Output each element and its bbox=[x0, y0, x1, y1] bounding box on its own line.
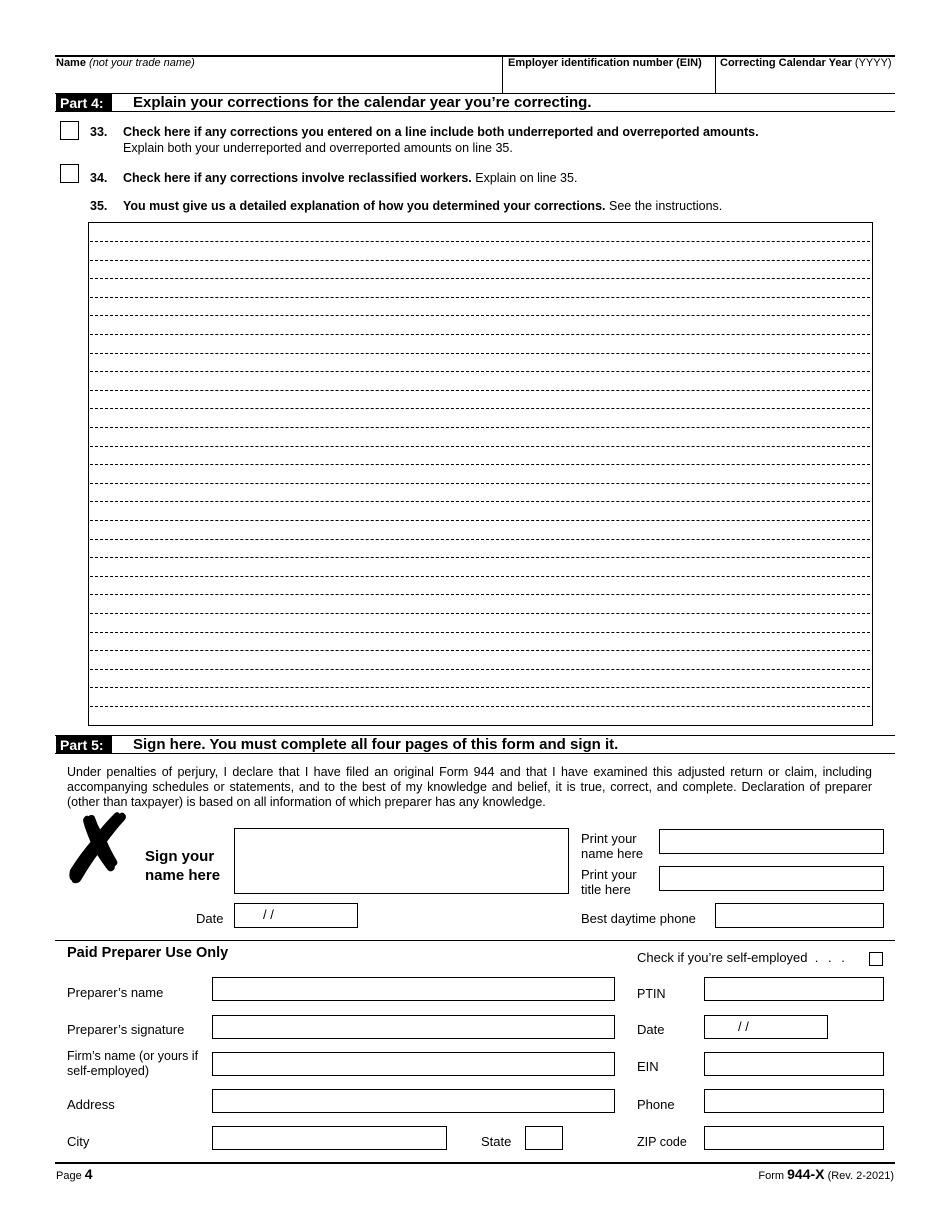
firm-name-label: Firm’s name (or yours if self-employed) bbox=[67, 1049, 199, 1078]
explanation-ruled-line bbox=[90, 483, 870, 484]
sign-name-label: Sign your name here bbox=[145, 848, 221, 884]
explanation-ruled-line bbox=[90, 557, 870, 558]
daytime-phone-label: Best daytime phone bbox=[581, 911, 696, 926]
preparer-phone-field[interactable] bbox=[704, 1089, 884, 1113]
preparer-date-slashes: / / bbox=[738, 1019, 749, 1034]
page-number: Page 4 bbox=[56, 1166, 93, 1182]
explanation-ruled-line bbox=[90, 371, 870, 372]
preparer-date-field[interactable] bbox=[704, 1015, 828, 1039]
line-34-text: Check here if any corrections involve reclassified workers. Explain on line 35. bbox=[123, 171, 578, 185]
ein-field-label: Employer identification number (EIN) bbox=[508, 57, 702, 69]
explanation-ruled-line bbox=[90, 408, 870, 409]
address-field[interactable] bbox=[212, 1089, 615, 1113]
daytime-phone-field[interactable] bbox=[715, 903, 884, 928]
signature-field[interactable] bbox=[234, 828, 569, 894]
ptin-field[interactable] bbox=[704, 977, 884, 1001]
explanation-ruled-line bbox=[90, 576, 870, 577]
explanation-ruled-line bbox=[90, 334, 870, 335]
preparer-ein-label: EIN bbox=[637, 1059, 659, 1074]
ccy-field[interactable] bbox=[718, 70, 894, 92]
explanation-ruled-line bbox=[90, 464, 870, 465]
part5-title: Sign here. You must complete all four pages of this form and sign it. bbox=[133, 736, 619, 753]
sign-date-label: Date bbox=[196, 911, 224, 926]
explanation-ruled-line bbox=[90, 390, 870, 391]
line-35-text: You must give us a detailed explanation of how you determined your corrections. See the instructions. bbox=[123, 199, 723, 213]
explanation-ruled-line bbox=[90, 260, 870, 261]
name-field-label: Name (not your trade name) bbox=[56, 57, 195, 69]
preparer-signature-label: Preparer’s signature bbox=[67, 1022, 185, 1037]
header-divider-1 bbox=[502, 55, 503, 93]
ptin-label: PTIN bbox=[637, 987, 666, 1001]
part4-title: Explain your corrections for the calendar year you’re correcting. bbox=[133, 94, 592, 111]
sign-date-slashes: / / bbox=[263, 907, 274, 922]
line-33-number: 33. bbox=[90, 125, 108, 139]
explanation-ruled-line bbox=[90, 650, 870, 651]
city-label: City bbox=[67, 1134, 90, 1149]
explanation-ruled-line bbox=[90, 613, 870, 614]
zip-field[interactable] bbox=[704, 1126, 884, 1150]
part4-label: Part 4: bbox=[56, 94, 112, 112]
preparer-name-field[interactable] bbox=[212, 977, 615, 1001]
address-label: Address bbox=[67, 1097, 115, 1112]
print-name-field[interactable] bbox=[659, 829, 884, 854]
explanation-ruled-line bbox=[90, 539, 870, 540]
explanation-ruled-line bbox=[90, 687, 870, 688]
self-employed-checkbox[interactable] bbox=[869, 952, 883, 966]
explanation-ruled-line bbox=[90, 241, 870, 242]
self-employed-label: Check if you’re self-employed . . . bbox=[637, 950, 848, 965]
explanation-ruled-line bbox=[90, 520, 870, 521]
footer-rule bbox=[55, 1162, 895, 1164]
line-35-number: 35. bbox=[90, 199, 108, 213]
firm-name-field[interactable] bbox=[212, 1052, 615, 1076]
explanation-ruled-line bbox=[90, 427, 870, 428]
line-33-subtext: Explain both your underreported and overreported amounts on line 35. bbox=[123, 141, 513, 155]
line-34-number: 34. bbox=[90, 171, 108, 185]
perjury-statement: Under penalties of perjury, I declare that I have filed an original Form 944 and that I have examined this adjusted return or claim, including accompanying schedules or statements, and to the best of my knowledge and belief, it is true, correct, and complete. Declaration of preparer (other than taxpayer) is based on all information of which preparer has any knowledge. bbox=[67, 765, 872, 809]
preparer-top-rule bbox=[55, 940, 895, 941]
city-field[interactable] bbox=[212, 1126, 447, 1150]
sign-mark-icon: ✗ bbox=[60, 799, 138, 901]
print-name-label: Print your name here bbox=[581, 831, 644, 861]
state-field[interactable] bbox=[525, 1126, 563, 1150]
explanation-ruled-line bbox=[90, 669, 870, 670]
name-field[interactable] bbox=[56, 70, 500, 92]
explanation-ruled-line bbox=[90, 632, 870, 633]
preparer-date-label: Date bbox=[637, 1022, 665, 1037]
preparer-signature-field[interactable] bbox=[212, 1015, 615, 1039]
preparer-section-title: Paid Preparer Use Only bbox=[67, 945, 229, 961]
part5-bottom-rule bbox=[55, 753, 895, 754]
header-divider-2 bbox=[715, 55, 716, 93]
part5-label: Part 5: bbox=[56, 736, 112, 754]
preparer-phone-label: Phone bbox=[637, 1097, 675, 1112]
explanation-ruled-line bbox=[90, 706, 870, 707]
explanation-ruled-line bbox=[90, 278, 870, 279]
ccy-field-label: Correcting Calendar Year (YYYY) bbox=[720, 57, 892, 69]
explanation-ruled-line bbox=[90, 501, 870, 502]
preparer-ein-field[interactable] bbox=[704, 1052, 884, 1076]
zip-label: ZIP code bbox=[637, 1135, 687, 1149]
form-id: Form 944-X (Rev. 2-2021) bbox=[758, 1166, 894, 1182]
explanation-ruled-line bbox=[90, 594, 870, 595]
part4-bottom-rule bbox=[55, 111, 895, 112]
sign-date-field[interactable] bbox=[234, 903, 358, 928]
line-33-text: Check here if any corrections you entered on a line include both underreported and overreported amounts. bbox=[123, 125, 759, 139]
explanation-ruled-line bbox=[90, 353, 870, 354]
explanation-ruled-line bbox=[90, 446, 870, 447]
explanation-ruled-line bbox=[90, 315, 870, 316]
preparer-name-label: Preparer’s name bbox=[67, 985, 164, 1000]
print-title-field[interactable] bbox=[659, 866, 884, 891]
line-34-checkbox[interactable] bbox=[60, 164, 79, 183]
print-title-label: Print your title here bbox=[581, 867, 637, 897]
state-label: State bbox=[481, 1134, 512, 1149]
explanation-ruled-line bbox=[90, 297, 870, 298]
ein-field[interactable] bbox=[505, 70, 713, 92]
line-33-checkbox[interactable] bbox=[60, 121, 79, 140]
